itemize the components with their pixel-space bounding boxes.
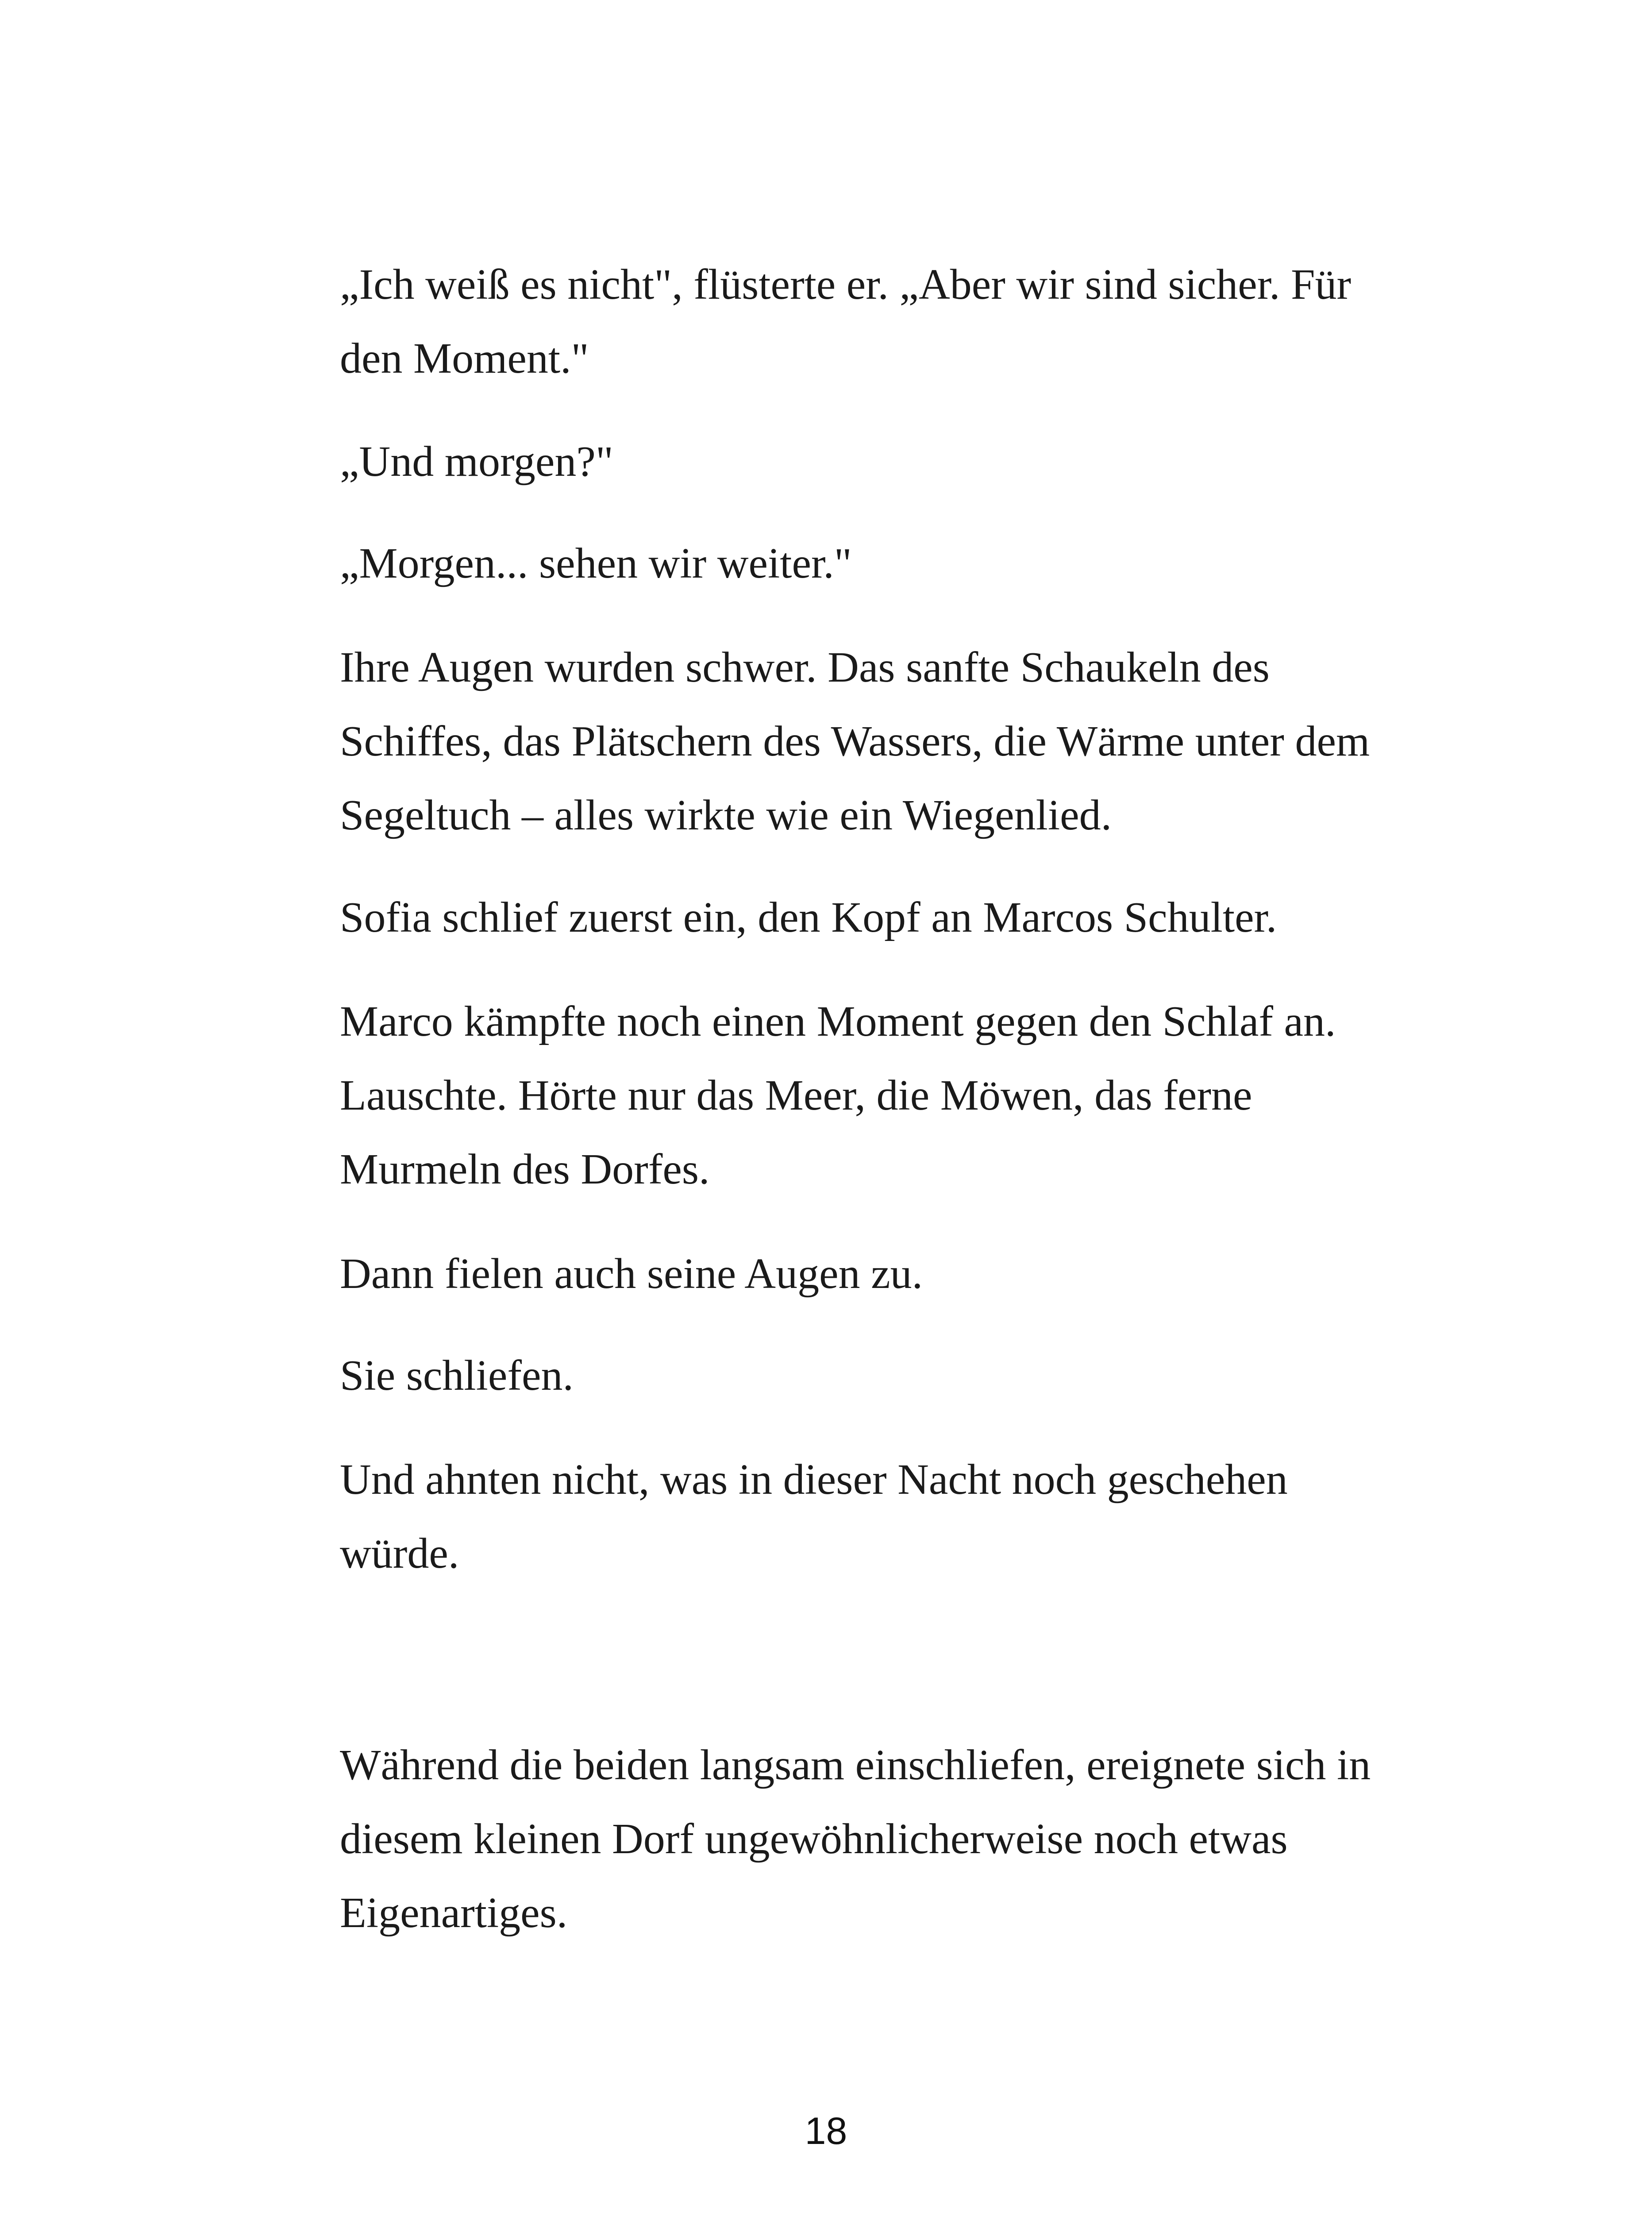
text-line: Schiffes, das Plätschern des Wassers, die Wärme unter dem	[340, 717, 1370, 765]
paragraph-8	[340, 1339, 574, 1413]
paragraph-9	[340, 1443, 1288, 1591]
text-line: Dann fielen auch seine Augen zu.	[340, 1250, 923, 1298]
paragraph-1	[340, 248, 1351, 396]
text-line: Sofia schlief zuerst ein, den Kopf an Marcos Schulter.	[340, 894, 1277, 941]
paragraph-5	[340, 881, 1277, 955]
text-line: Sie schliefen.	[340, 1352, 574, 1400]
text-line: würde.	[340, 1530, 459, 1577]
page-number: 18	[805, 2110, 847, 2152]
paragraph-2	[340, 425, 613, 499]
text-line: Murmeln des Dorfes.	[340, 1145, 710, 1193]
paragraph-3	[340, 527, 852, 601]
text-line: den Moment."	[340, 335, 589, 382]
text-line: „Und morgen?"	[340, 438, 613, 486]
text-line: Ihre Augen wurden schwer. Das sanfte Schaukeln des	[340, 644, 1270, 691]
text-line: Während die beiden langsam einschliefen, ereignete sich in	[340, 1741, 1371, 1789]
text-line: „Morgen... sehen wir weiter."	[340, 540, 852, 587]
paragraph-4	[340, 631, 1370, 852]
text-line: diesem kleinen Dorf ungewöhnlicherweise noch etwas	[340, 1815, 1288, 1863]
paragraph-10	[340, 1728, 1371, 1950]
text-line: Marco kämpfte noch einen Moment gegen den Schlaf an.	[340, 998, 1336, 1045]
text-line: Lauschte. Hörte nur das Meer, die Möwen, das ferne	[340, 1072, 1252, 1119]
text-line: „Ich weiß es nicht", flüsterte er. „Aber wir sind sicher. Für	[340, 261, 1352, 308]
text-line: Eigenartiges.	[340, 1889, 568, 1937]
paragraph-6	[340, 985, 1336, 1207]
text-line: Und ahnten nicht, was in dieser Nacht noch geschehen	[340, 1456, 1288, 1504]
paragraph-7	[340, 1237, 923, 1311]
text-line: Segeltuch – alles wirkte wie ein Wiegenlied.	[340, 791, 1112, 839]
